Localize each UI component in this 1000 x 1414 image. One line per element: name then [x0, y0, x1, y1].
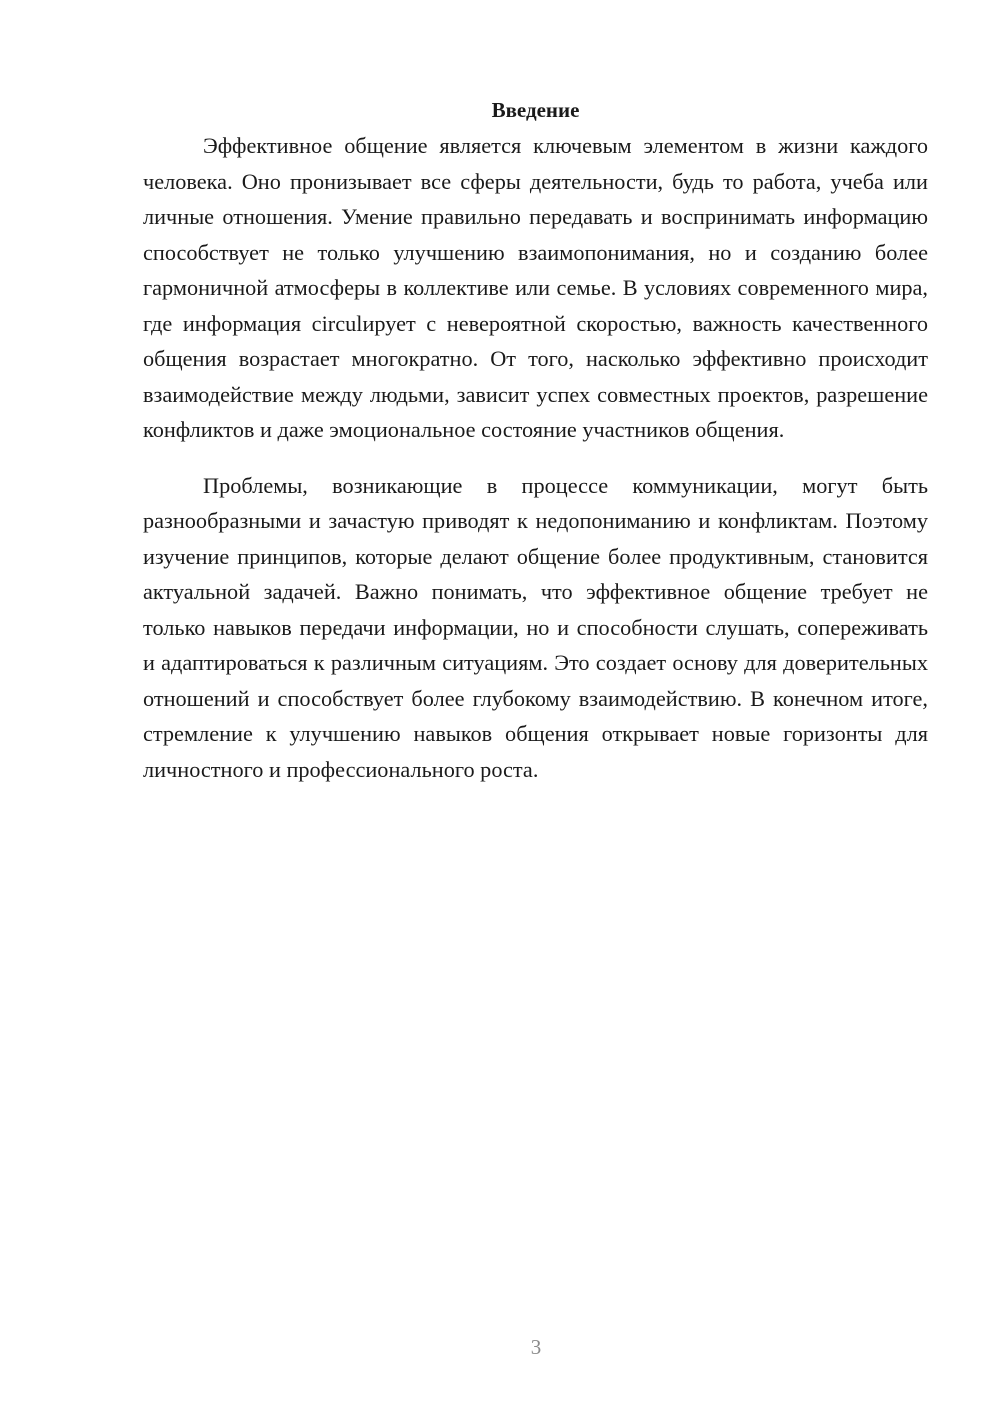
page-content [143, 96, 928, 787]
body-paragraph-1: Эффективное общение является ключевым элементом в жизни каждого человека. Оно пронизывает все сферы деятельности, будь то работа, учеба или личные отношения. Умение правильно передавать и воспринимать информацию способствует не только улучшению взаимопонимания, но и созданию более гармоничной атмосферы в коллективе или семье. В условиях современного мира, где информация circulирует с невероятной скоростью, важность качественного общения возрастает многократно. От того, насколько эффективно происходит взаимодействие между людьми, зависит успех совместных проектов, разрешение конфликтов и даже эмоциональное состояние участников общения. [143, 133, 928, 442]
page-number: 3 [530, 1335, 542, 1359]
body-paragraph-2: Проблемы, возникающие в процессе коммуникации, могут быть разнообразными и зачастую приводят к недопониманию и конфликтам. Поэтому изучение принципов, которые делают общение более продуктивным, становится актуальной задачей. Важно понимать, что эффективное общение требует не только навыков передачи информации, но и способности слушать, сопереживать и адаптироваться к различным ситуациям. Это создает основу для доверительных отношений и способствует более глубокому взаимодействию. В конечном итоге, стремление к улучшению навыков общения открывает новые горизонты для личностного и профессионального роста. [143, 472, 928, 782]
section-title: Введение [491, 98, 580, 122]
